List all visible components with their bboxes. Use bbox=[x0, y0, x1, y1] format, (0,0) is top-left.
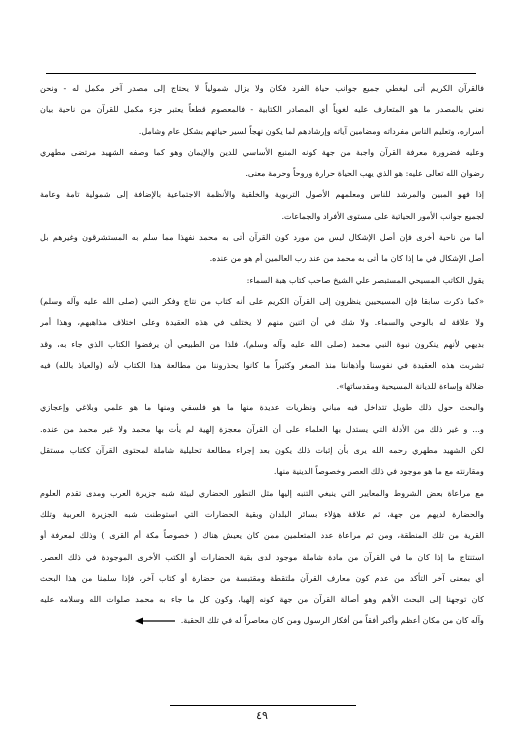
text-line-4: وعليه فضرورة معرفة القرآن واجبة من جهة كونه المنبع الأساسي للدين والإيمان وهو كما وصفه الشهيد مرتضى مطهري bbox=[40, 146, 484, 157]
text-line-3: أسراره، وتعليم الناس مفرداته ومضامين آياته وإرشادهم لما يكون نهجاً لسير حياتهم بشكل عام وشامل. bbox=[138, 125, 484, 136]
text-line-25: كان توجهنا إلى البحث الأهم وهو أصالة القرآن من جهة كونه إلهيا، وكون كل ما جاء به محمد صلوات الله وسلامه عليه bbox=[40, 594, 484, 605]
text-line-5: رضوان الله تعالى عليه: هو الذي يهب الحياة حرارة وروحاً وحرمة معنى. bbox=[245, 168, 484, 179]
text-line-18: لكن الشهيد مطهري رحمه الله يرى بأن إثبات ذلك يكون بعد إجراء مطالعة تحليلية شاملة لمحتوى القرآن ككتاب مستقل bbox=[40, 445, 484, 456]
text-line-24: أي بمعنى آخر التأكد من عدم كون معارف القرآن ملتقطة ومقتبسة من حضارة أو كتاب آخر، فإذا سلمنا من هذا البحث bbox=[40, 572, 484, 583]
text-line-15: ضلالة وإساءة للديانة المسيحية ومقدساتها». bbox=[336, 381, 484, 392]
text-line-6: إذا فهو المبين والمرشد للناس ومعلمهم الأصول التربوية والخلقية والأنظمة الاجتماعية بالإضافة إلى شمولية تامة وعامة bbox=[40, 189, 484, 200]
text-line-9: أصل الإشكال في ما إذا كان ما أتى به محمد من عند رب العالمين أم هو من عنده. bbox=[209, 253, 484, 264]
text-line-17: و... و غير ذلك من الأدلة التي يستدل بها العلماء على أن القرآن معجزة إلهية لم يأت بها محمد ولا غير محمد من عنده. bbox=[40, 423, 484, 434]
text-line-10: يقول الكاتب المسيحي المستبصر علي الشيخ صاحب كتاب هبة السماء: bbox=[246, 274, 484, 285]
text-line-13: بديهي لأنهم ينكرون نبوة النبي محمد (صلى الله عليه وآله وسلم)، فلذا من الطبيعي أن يرفضوا الكتاب الذي جاء به، وقد bbox=[40, 338, 484, 349]
body-text bbox=[40, 78, 484, 632]
text-line-16: والبحث حول ذلك طويل تتداخل فيه مباني ونظريات عديدة منها ما هو فلسفي ومنها ما هو علمي وبلاغي وإعجازي bbox=[40, 402, 484, 413]
text-line-11: «كما ذكرت سابقا فإن المسيحيين ينظرون إلى القرآن الكريم على أنه كتاب من نتاج وفكر النبي (صلى الله عليه وآله وسلم) bbox=[40, 295, 484, 306]
text-line-20: مع مراعاة بعض الشروط والمعايير التي ينبغي التنبه إليها مثل التطور الحضاري لبيئة شبه جزيرة العرب ومدى تقدم العلوم bbox=[40, 487, 484, 498]
text-line-1: فالقرآن الكريم أتى ليغطي جميع جوانب حياة الفرد فكان ولا يزال شمولياً لا يحتاج إلى مصدر آخر مكمل له - ونحن bbox=[40, 83, 484, 93]
left-arrow-icon bbox=[135, 617, 175, 625]
text-line-23: استنتاج ما إذا كان ما في القرآن من مادة شاملة موجود لدى بقية الحضارات أو الكتب الأخرى الموجودة في ذلك العصر. bbox=[40, 551, 484, 562]
text-line-26-text: وآله كان من مكان أعظم وأكبر أفقاً من أفكار الرسول ومن كان معاصراً له في تلك الحقبة. bbox=[180, 615, 484, 626]
text-line-22: القرية من تلك المنطقة، ومن ثم مراعاة عدد المتعلمين ممن كان يعيش هناك ( خصوصاً مكة أم القرى ) وذلك لمعرفة أو bbox=[40, 530, 484, 541]
text-line-19: ومقارنته مع ما هو موجود في ذلك العصر وخصوصاً الدينية منها. bbox=[273, 466, 484, 477]
text-line-26 bbox=[40, 610, 484, 631]
text-line-21: والحضارة لديهم من جهة، ثم علاقة هؤلاء بسائر البلدان وبقية الحضارات التي استوطنت شبه الجزيرة العربية وتلك bbox=[40, 508, 484, 519]
text-line-2: نعني بالمصدر ما هو المتعارف عليه لغوياً أي المصادر الكتابية - فالمعصوم قطعاً يعتبر جزء مكمل للقرآن من ناحية بيان bbox=[40, 104, 484, 115]
text-line-7: لجميع جوانب الأمور الحياتية على مستوى الأفراد والجماعات. bbox=[281, 210, 484, 221]
text-line-14: تشربت هذه العقيدة في نفوسنا وأذهاننا منذ الصغر وكثيراً ما كانوا يحذروننا من مطالعة هذا الكتاب لأنه (والعياذ بالله) فيه bbox=[40, 359, 484, 370]
text-line-8: أما من ناحية أخرى فإن أصل الإشكال ليس من مورد كون القرآن أتى به محمد نفهذا مما سلم به المستشرقون وغيرهم بل bbox=[40, 232, 484, 243]
top-rule bbox=[46, 73, 476, 74]
page-number: ٤٩ bbox=[256, 709, 268, 722]
text-line-12: ولا علاقة له بالوحي والسماء. ولا شك في أن اثنين منهم لا يختلف في هذه العقيدة وعلى اختلاف مذاهبهم، وهذا أمر bbox=[40, 317, 484, 328]
footer-rule bbox=[170, 705, 356, 706]
